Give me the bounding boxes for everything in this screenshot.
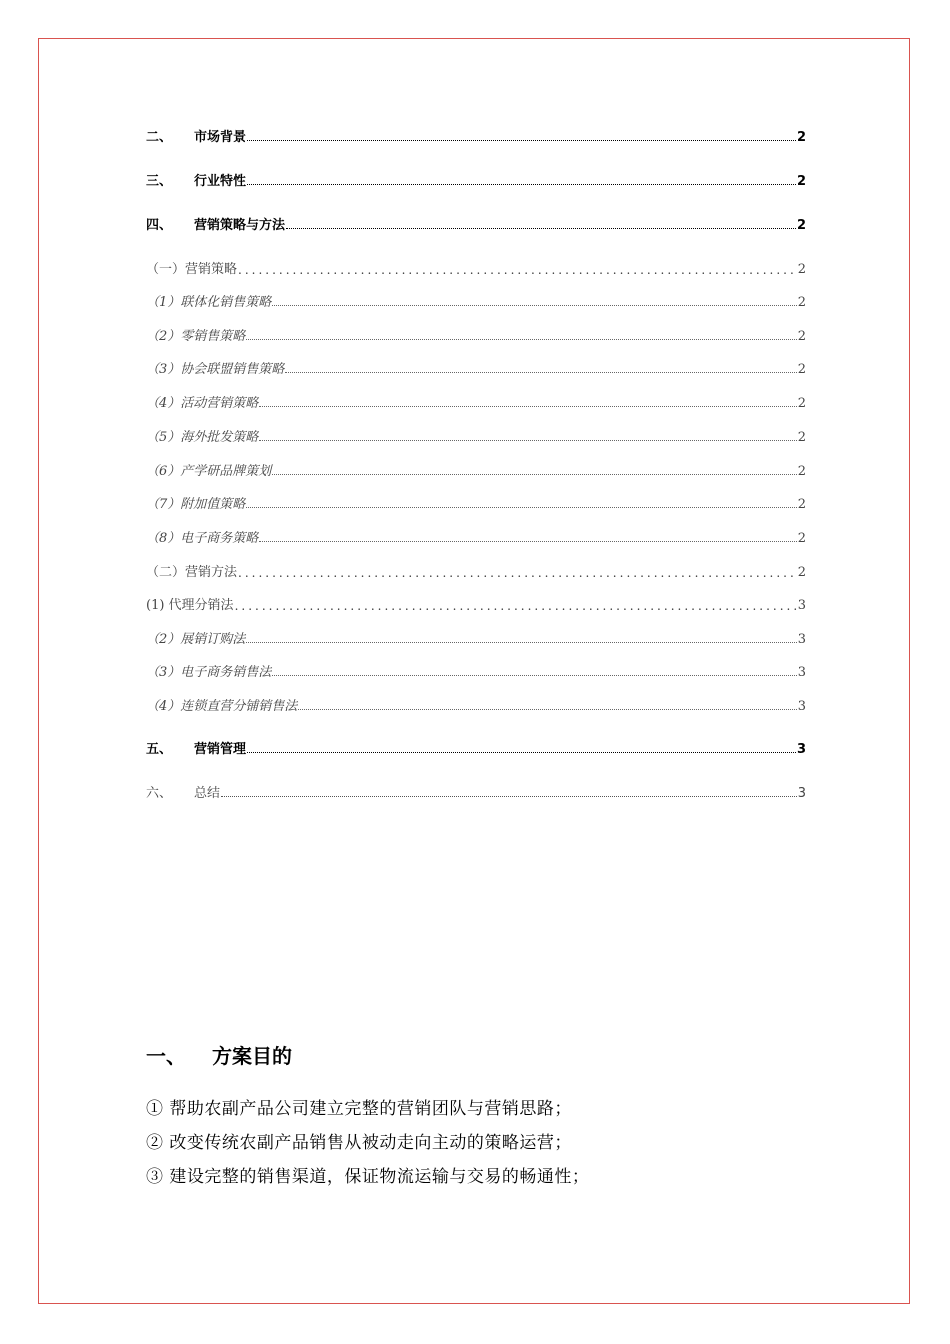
- toc-page: 3: [797, 665, 806, 680]
- goal-item: ③ 建设完整的销售渠道，保证物流运输与交易的畅通性；: [146, 1167, 590, 1187]
- toc-entry[interactable]: [146, 126, 806, 145]
- section-number: 一、: [146, 1044, 186, 1068]
- toc-title: (1) 代理分销法: [146, 598, 234, 613]
- toc-title: （3）协会联盟销售策略: [146, 362, 285, 377]
- toc-page: 2: [797, 396, 806, 411]
- toc-page: 2: [797, 531, 806, 546]
- toc-entry[interactable]: [146, 258, 806, 277]
- toc-page: 2: [796, 174, 806, 189]
- toc-entry[interactable]: [146, 493, 806, 512]
- toc-title: （2）展销订购法: [146, 632, 246, 647]
- toc-leader: [247, 139, 796, 141]
- section-title: 方案目的: [212, 1044, 292, 1068]
- toc-title: （2）零销售策略: [146, 329, 246, 344]
- toc-leader: [235, 599, 797, 613]
- toc-leader: [272, 473, 796, 475]
- toc-page: 2: [797, 362, 806, 377]
- toc-entry[interactable]: [146, 628, 806, 647]
- toc-page: 2: [797, 497, 806, 512]
- toc-page: 3: [797, 786, 806, 801]
- toc-entry[interactable]: [146, 291, 806, 310]
- toc-leader: [298, 708, 796, 710]
- toc-entry[interactable]: [146, 460, 806, 479]
- toc-page: 3: [796, 742, 806, 757]
- toc-leader: [238, 566, 797, 580]
- toc-title: （二）营销方法: [146, 565, 238, 580]
- toc-entry[interactable]: [146, 561, 806, 580]
- toc-title: （1）联体化销售策略: [146, 295, 272, 310]
- toc-title: （4）活动营销策略: [146, 396, 259, 411]
- toc-page: 2: [797, 295, 806, 310]
- toc-entry[interactable]: [146, 170, 806, 189]
- toc-page: 2: [796, 218, 806, 233]
- toc-leader: [221, 795, 797, 797]
- section-heading: [146, 1040, 292, 1069]
- toc-entry[interactable]: [146, 426, 806, 445]
- toc-entry[interactable]: [146, 782, 806, 801]
- toc-page: 3: [797, 632, 806, 647]
- toc-title: 市场背景: [194, 130, 247, 145]
- toc-title: 行业特性: [194, 174, 247, 189]
- toc-title: （8）电子商务策略: [146, 531, 259, 546]
- toc-entry[interactable]: [146, 358, 806, 377]
- toc-page: 3: [797, 699, 806, 714]
- toc-entry[interactable]: [146, 527, 806, 546]
- toc-leader: [259, 439, 796, 441]
- toc-leader: [247, 183, 796, 185]
- toc-title: （6）产学研品牌策划: [146, 464, 272, 479]
- toc-number: 六、: [146, 786, 173, 801]
- toc-number: 三、: [146, 174, 173, 189]
- toc-leader: [246, 641, 796, 643]
- toc-entry[interactable]: [146, 594, 806, 613]
- toc-entry[interactable]: [146, 695, 806, 714]
- toc-page: 2: [797, 329, 806, 344]
- toc-title: 营销管理: [194, 742, 247, 757]
- toc-leader: [246, 338, 796, 340]
- toc-entry[interactable]: [146, 325, 806, 344]
- toc-entry[interactable]: [146, 661, 806, 680]
- toc-number: 四、: [146, 218, 173, 233]
- toc-page: 2: [797, 565, 806, 580]
- toc-page: 2: [797, 262, 806, 277]
- goal-item: ② 改变传统农副产品销售从被动走向主动的策略运营；: [146, 1133, 572, 1153]
- toc-page: 3: [797, 598, 806, 613]
- toc-leader: [285, 371, 796, 373]
- toc-title: （一）营销策略: [146, 262, 238, 277]
- toc-entry[interactable]: [146, 214, 806, 233]
- toc-title: 总结: [194, 786, 221, 801]
- toc-number: 五、: [146, 742, 173, 757]
- toc-title: （4）连锁直营分铺销售法: [146, 699, 298, 714]
- toc-leader: [259, 405, 796, 407]
- toc-title: （7）附加值策略: [146, 497, 246, 512]
- goal-item: ① 帮助农副产品公司建立完整的营销团队与营销思路；: [146, 1099, 572, 1119]
- toc-page: 2: [797, 464, 806, 479]
- toc-leader: [247, 751, 796, 753]
- toc-title: 营销策略与方法: [194, 218, 286, 233]
- toc-entry[interactable]: [146, 738, 806, 757]
- toc-leader: [272, 674, 796, 676]
- toc-leader: [238, 263, 797, 277]
- toc-title: （3）电子商务销售法: [146, 665, 272, 680]
- toc-page: 2: [796, 130, 806, 145]
- toc-leader: [272, 304, 796, 306]
- toc-title: （5）海外批发策略: [146, 430, 259, 445]
- toc-leader: [259, 540, 796, 542]
- toc-leader: [286, 227, 796, 229]
- toc-number: 二、: [146, 130, 173, 145]
- toc-entry[interactable]: [146, 392, 806, 411]
- toc-page: 2: [797, 430, 806, 445]
- toc-leader: [246, 506, 796, 508]
